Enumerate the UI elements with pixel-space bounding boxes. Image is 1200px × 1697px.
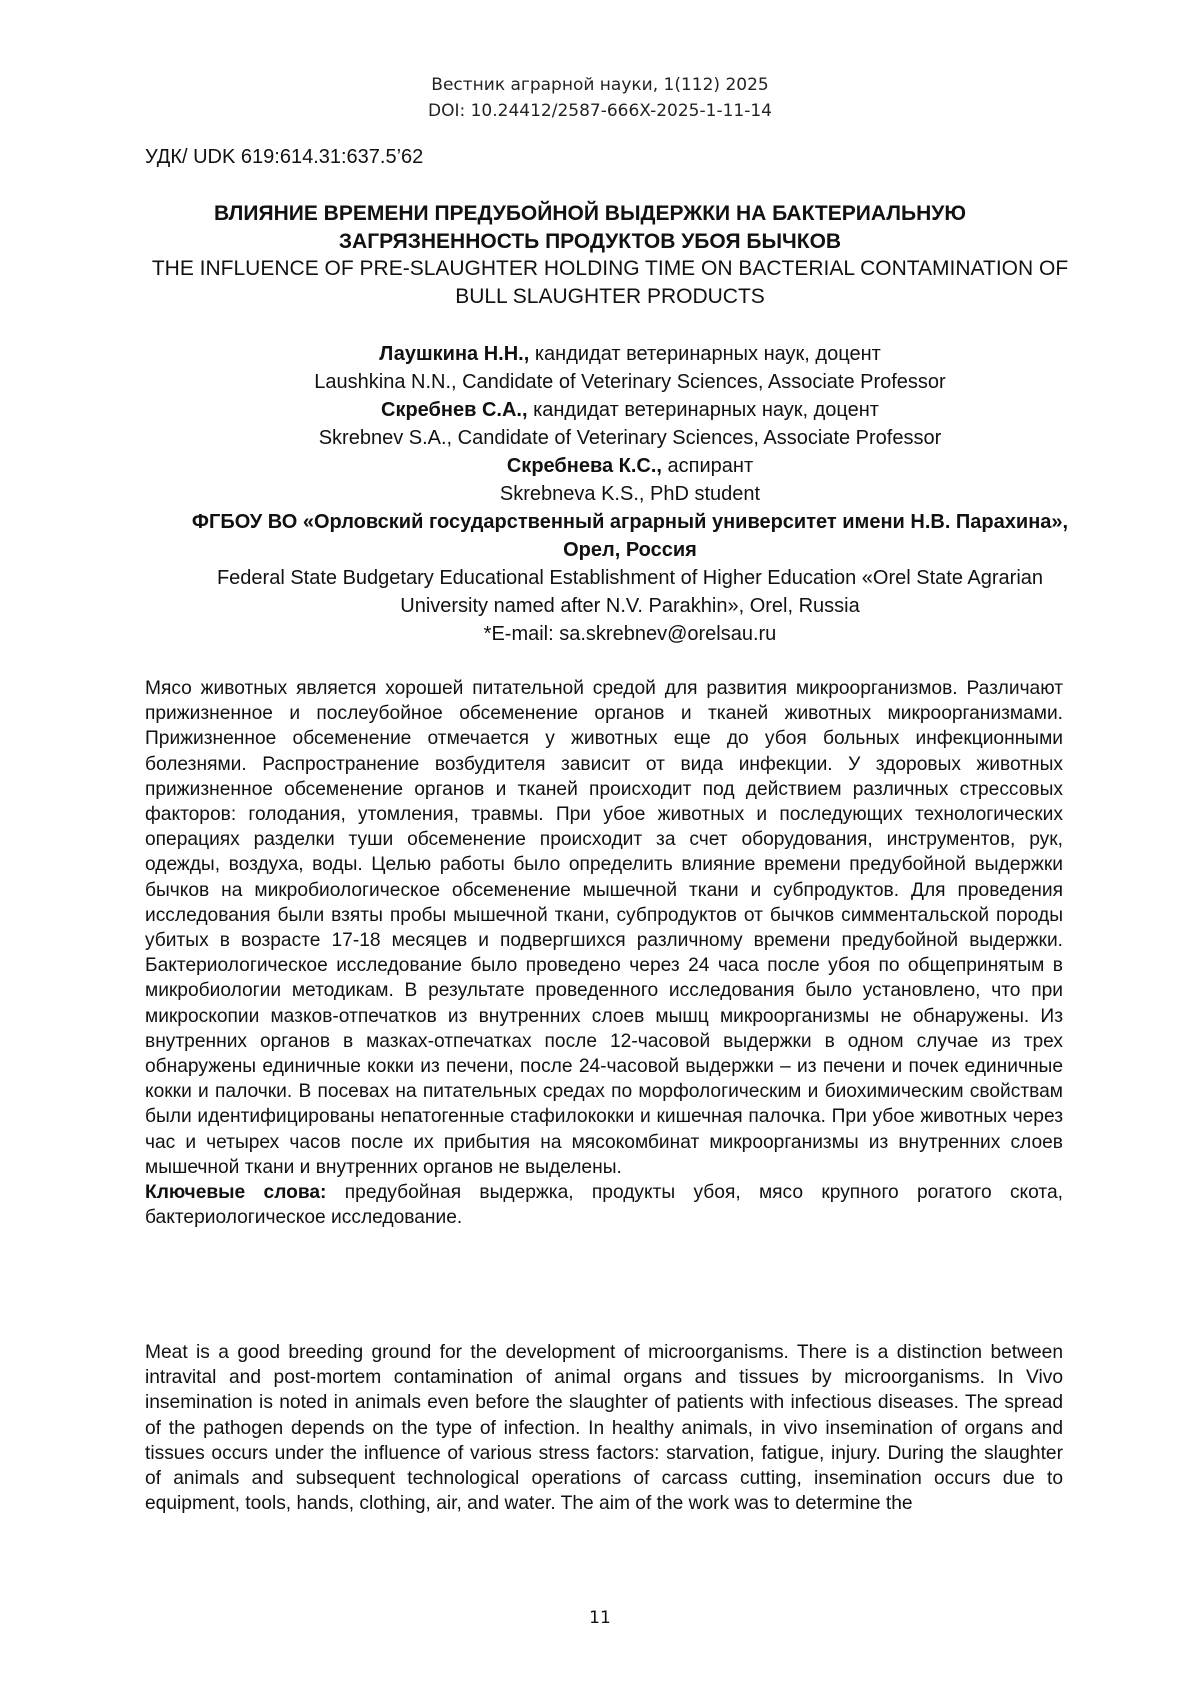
- affiliation-russian: ФГБОУ ВО «Орловский государственный аграрный университет имени Н.В. Парахина», Орел, Россия: [191, 511, 1069, 561]
- author-en: Skrebneva K.S., PhD student: [499, 483, 761, 505]
- doi-line: DOI: 10.24412/2587-666X-2025-1-11-14: [428, 101, 772, 121]
- author-ru: [190, 340, 1070, 368]
- author-name: Скребнева К.С.,: [506, 455, 662, 477]
- journal-citation: Вестник аграрной науки, 1(112) 2025: [431, 75, 769, 95]
- page-number: 11: [589, 1608, 611, 1628]
- abstract-russian: [145, 676, 1063, 1230]
- author-role: кандидат ветеринарных наук, доцент: [534, 343, 881, 365]
- author-name: Лаушкина Н.Н.,: [379, 343, 530, 365]
- email-line: *E-mail: sa.skrebnev@orelsau.ru: [483, 623, 777, 645]
- keywords-text: предубойная выдержка, продукты убоя, мясо крупного рогатого скота, бактериологическое исследование.: [145, 1182, 1063, 1229]
- author-role: кандидат ветеринарных наук, доцент: [533, 399, 879, 421]
- author-block: [190, 340, 1070, 648]
- author-name: Скребнев С.А.,: [381, 399, 528, 421]
- abstract-english-text: Meat is a good breeding ground for the development of microorganisms. There is a distinction between intravital and post-mortem contamination of animal organs and tissues by microorganisms. In Vivo insemination is noted in animals even before the slaughter of patients with infectious diseases. The spread of the pathogen depends on the type of infection. In healthy animals, in vivo insemination of organs and tissues occurs under the influence of various stress factors: starvation, fatigue, injury. During the slaughter of animals and subsequent technological operations of carcass cutting, insemination occurs due to equipment, tools, hands, clothing, air, and water. The aim of the work was to determine the: [145, 1342, 1063, 1515]
- author-role: аспирант: [667, 455, 754, 477]
- abstract-russian-text: Мясо животных является хорошей питательной средой для развития микроорганизмов. Различают прижизненное и послеубойное обсеменение органов и тканей животных микроорганизмами. Прижизненное обсеменение отмечается у животных еще до убоя больных инфекционными болезнями. Распространение возбудителя зависит от вида инфекции. У здоровых животных прижизненное обсеменение органов и тканей происходит под действием различных стрессовых факторов: голодания, утомления, травмы. При убое животных и последующих технологических операциях разделки туши обсеменение происходит за счет оборудования, инструментов, рук, одежды, воздуха, воды. Целью работы было определить влияние времени предубойной выдержки бычков на микробиологическое обсеменение мышечной ткани и субпродуктов. Для проведения исследования были взяты пробы мышечной ткани, субпродуктов от бычков симментальской породы убитых в возрасте 17-18 месяцев и подвергшихся различному времени предубойной выдержки. Бактериологическое исследование было проведено через 24 часа после убоя по общепринятым в микробиологии методикам. В результате проведенного исследования было установлено, что при микроскопии мазков-отпечатков из внутренних слоев мышц микроорганизмы не обнаружены. Из внутренних органов в мазках-отпечатках после 12-часовой выдержки в одном случае из трех обнаружены единичные кокки из печени, после 24-часовой выдержки – из печени и почек единичные кокки и палочки. В посевах на питательных средах по морфологическим и биохимическим свойствам были идентифицированы непатогенные стафилококки и кишечная палочка. При убое животных через час и четырех часов после их прибытия на мясокомбинат микроорганизмы из внутренних слоев мышечной ткани и внутренних органов не выделены.: [145, 678, 1063, 1178]
- abstract-english: [145, 1340, 1063, 1516]
- author-en: Laushkina N.N., Candidate of Veterinary Sciences, Associate Professor: [314, 371, 946, 393]
- title-russian: ВЛИЯНИЕ ВРЕМЕНИ ПРЕДУБОЙНОЙ ВЫДЕРЖКИ НА БАКТЕРИАЛЬНУЮ ЗАГРЯЗНЕННОСТЬ ПРОДУКТОВ УБОЯ БЫЧКОВ: [214, 202, 966, 253]
- author-ru: [190, 452, 1070, 480]
- title-english: THE INFLUENCE OF PRE-SLAUGHTER HOLDING TIME ON BACTERIAL CONTAMINATION OF BULL SLAUGHTER PRODUCTS: [151, 257, 1069, 308]
- author-ru: [190, 396, 1070, 424]
- author-en: Skrebnev S.A., Candidate of Veterinary Sciences, Associate Professor: [318, 427, 942, 449]
- udk-code: УДК/ UDK 619:614.31:637.5’62: [145, 146, 424, 168]
- keywords-label: Ключевые слова:: [145, 1182, 327, 1204]
- keywords: [145, 1180, 1063, 1230]
- affiliation-english: Federal State Budgetary Educational Establishment of Higher Education «Orel State Agrarian University named after N.V. Parakhin», Orel, Russia: [216, 567, 1044, 617]
